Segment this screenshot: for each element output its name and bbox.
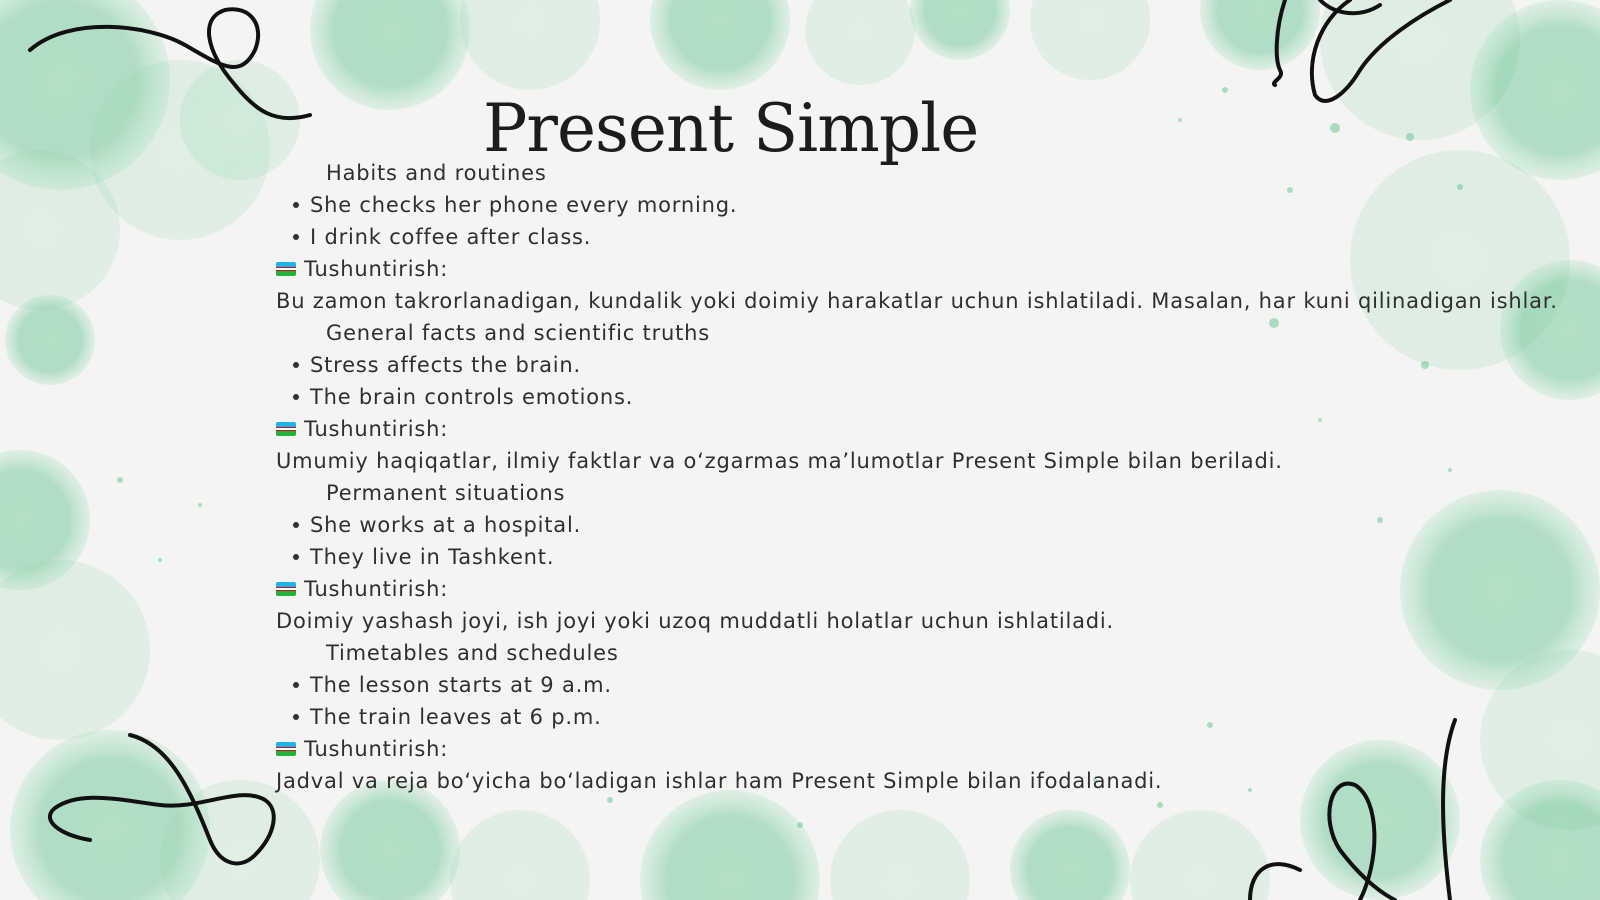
section-heading: General facts and scientific truths bbox=[326, 321, 711, 345]
example-item: The train leaves at 6 p.m. bbox=[276, 701, 1566, 733]
explanation-label: Tushuntirish: bbox=[276, 733, 1566, 765]
bullet-icon bbox=[293, 554, 299, 560]
bullet-icon bbox=[293, 202, 299, 208]
bullet-icon bbox=[293, 394, 299, 400]
section-heading: Timetables and schedules bbox=[326, 641, 619, 665]
example-item: They live in Tashkent. bbox=[276, 541, 1566, 573]
uzbekistan-flag-icon bbox=[276, 422, 296, 436]
section-heading: Habits and routines bbox=[326, 161, 547, 185]
slide-title: Present Simple bbox=[483, 90, 979, 167]
bullet-icon bbox=[293, 682, 299, 688]
explanation-label: Tushuntirish: bbox=[276, 573, 1566, 605]
explanation-text: Doimiy yashash joyi, ish joyi yoki uzoq muddatli holatlar uchun ishlatiladi. bbox=[276, 609, 1115, 633]
slide-content bbox=[276, 157, 1566, 797]
explanation-text: Umumiy haqiqatlar, ilmiy faktlar va o‘zgarmas ma’lumotlar Present Simple bilan beriladi. bbox=[276, 449, 1283, 473]
example-item: The brain controls emotions. bbox=[276, 381, 1566, 413]
bullet-icon bbox=[293, 234, 299, 240]
explanation-text: Jadval va reja bo‘yicha bo‘ladigan ishlar ham Present Simple bilan ifodalanadi. bbox=[276, 769, 1163, 793]
bullet-icon bbox=[293, 362, 299, 368]
bullet-icon bbox=[293, 714, 299, 720]
uzbekistan-flag-icon bbox=[276, 262, 296, 276]
example-item: I drink coffee after class. bbox=[276, 221, 1566, 253]
uzbekistan-flag-icon bbox=[276, 742, 296, 756]
explanation-text: Bu zamon takrorlanadigan, kundalik yoki doimiy harakatlar uchun ishlatiladi. Masalan, har kuni qilinadigan ishlar. bbox=[276, 289, 1558, 313]
example-item: She works at a hospital. bbox=[276, 509, 1566, 541]
explanation-label: Tushuntirish: bbox=[276, 413, 1566, 445]
explanation-label: Tushuntirish: bbox=[276, 253, 1566, 285]
example-item: The lesson starts at 9 a.m. bbox=[276, 669, 1566, 701]
example-item: She checks her phone every morning. bbox=[276, 189, 1566, 221]
example-item: Stress affects the brain. bbox=[276, 349, 1566, 381]
section-heading: Permanent situations bbox=[326, 481, 566, 505]
uzbekistan-flag-icon bbox=[276, 582, 296, 596]
bullet-icon bbox=[293, 522, 299, 528]
